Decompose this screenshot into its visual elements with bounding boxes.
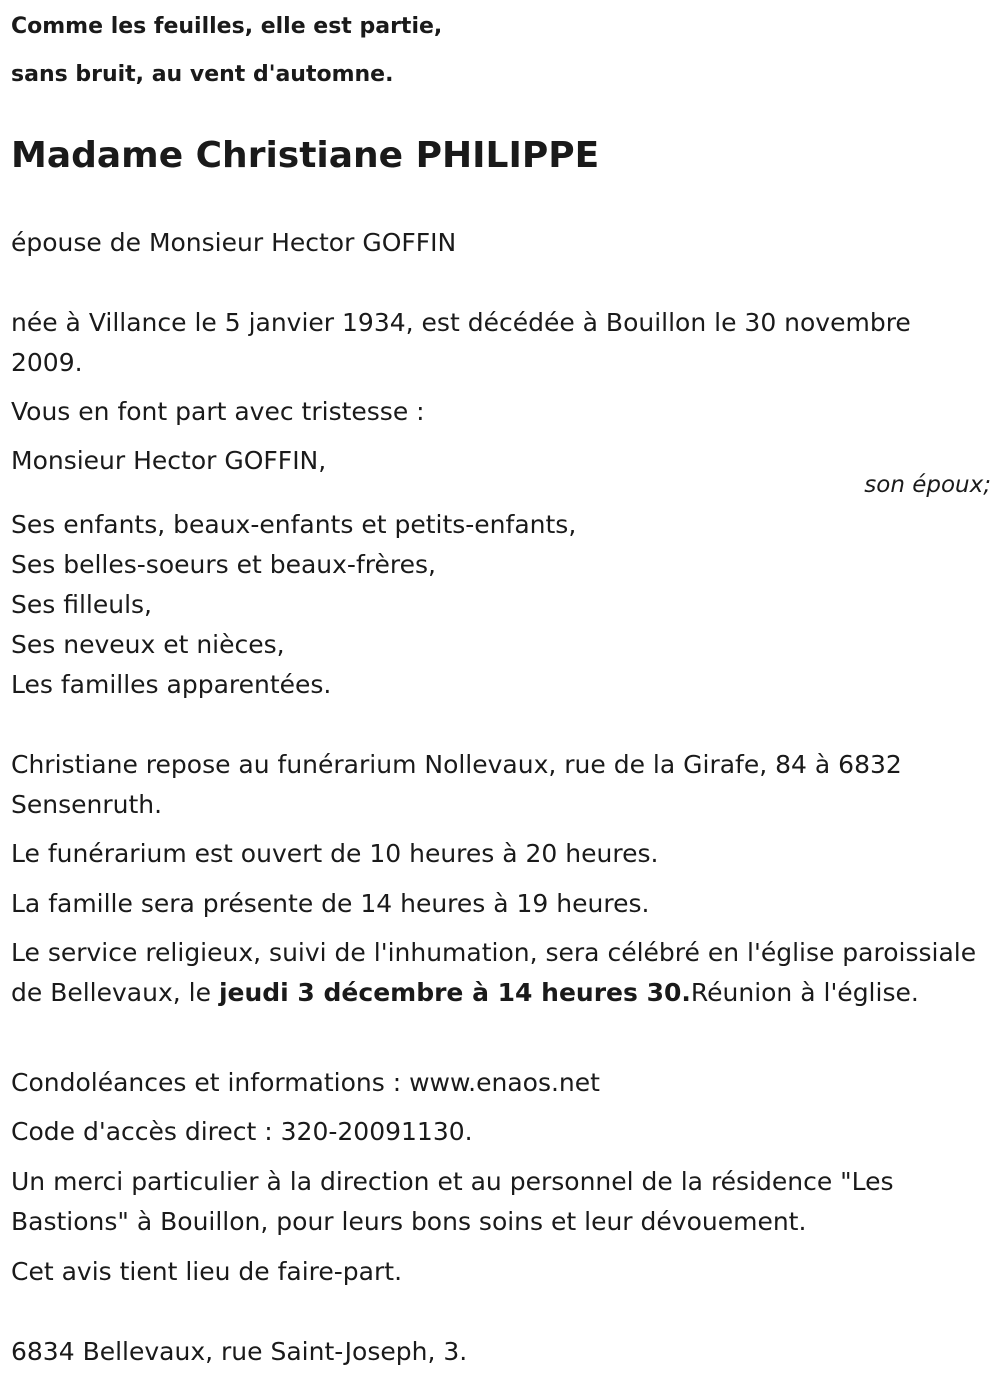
access-code-line: Code d'accès direct : 320-20091130.	[11, 1117, 473, 1146]
family-presence: La famille sera présente de 14 heures à 19 heures.	[11, 889, 650, 918]
family-item: Ses belles-soeurs et beaux-frères,	[11, 550, 436, 579]
service-paragraph	[11, 933, 986, 1013]
spouse-title: son époux;	[864, 472, 991, 498]
address-line: 6834 Bellevaux, rue Saint-Joseph, 3.	[11, 1337, 468, 1366]
deceased-name: Madame Christiane PHILIPPE	[11, 135, 600, 176]
family-item: Les familles apparentées.	[11, 670, 332, 699]
service-meeting: Réunion à l'église.	[690, 978, 919, 1007]
service-date: jeudi 3 décembre à 14 heures 30.	[218, 978, 691, 1007]
poem-line-2: sans bruit, au vent d'automne.	[11, 62, 394, 87]
family-list	[11, 505, 576, 705]
condolences-line: Condoléances et informations : www.enaos.net	[11, 1068, 600, 1097]
poem-line-1: Comme les feuilles, elle est partie,	[11, 14, 443, 39]
repose-paragraph: Christiane repose au funérarium Nollevaux, rue de la Girafe, 84 à 6832 Sensenruth.	[11, 750, 902, 819]
spouse-name: Monsieur Hector GOFFIN,	[11, 446, 327, 475]
notice-line: Cet avis tient lieu de faire-part.	[11, 1257, 403, 1286]
service-text: Le service religieux, suivi de l'inhumation, sera célébré en l'église paroissiale de Bellevaux, le	[11, 938, 977, 1007]
opening-hours: Le funérarium est ouvert de 10 heures à 20 heures.	[11, 839, 659, 868]
announcement-intro: Vous en font part avec tristesse :	[11, 397, 425, 426]
family-item: Ses neveux et nièces,	[11, 630, 285, 659]
spouse-line: épouse de Monsieur Hector GOFFIN	[11, 228, 457, 257]
thanks-paragraph: Un merci particulier à la direction et au personnel de la résidence "Les Bastions" à Bouillon, pour leurs bons soins et leur dévouement.	[11, 1167, 894, 1236]
family-item: Ses enfants, beaux-enfants et petits-enfants,	[11, 510, 577, 539]
family-item: Ses filleuls,	[11, 590, 153, 619]
birth-death-line: née à Villance le 5 janvier 1934, est décédée à Bouillon le 30 novembre 2009.	[11, 308, 911, 377]
